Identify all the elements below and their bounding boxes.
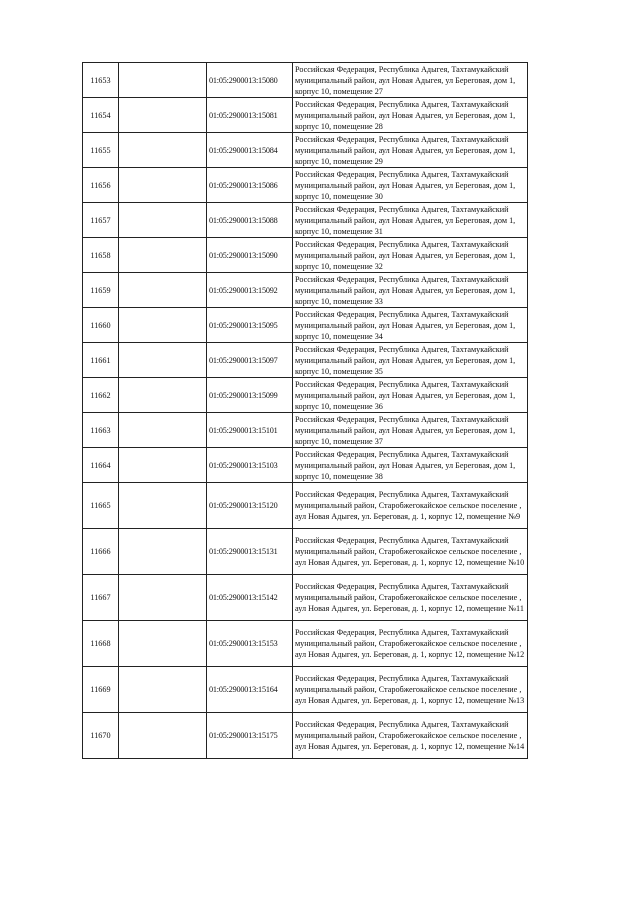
table-row (83, 133, 528, 168)
row-number-cell: 11669 (83, 667, 119, 713)
empty-cell (119, 575, 207, 621)
table-row (83, 63, 528, 98)
address-cell: Российская Федерация, Республика Адыгея, Тахтамукайский муниципальный район, аул Новая Адыгея, ул Береговая, дом 1, корпус 10, помещение 31 (293, 203, 528, 238)
table-row (83, 273, 528, 308)
row-number-cell: 11667 (83, 575, 119, 621)
table-row (83, 575, 528, 621)
address-cell: Российская Федерация, Республика Адыгея, Тахтамукайский муниципальный район, Старобжегокайское сельское поселение , аул Новая Адыгея, ул. Береговая, д. 1, корпус 12, помещение №9 (293, 483, 528, 529)
empty-cell (119, 343, 207, 378)
cadastral-number-cell: 01:05:2900013:15080 (207, 63, 293, 98)
row-number-cell: 11656 (83, 168, 119, 203)
row-number-cell: 11659 (83, 273, 119, 308)
table-row (83, 713, 528, 759)
cadastral-number-cell: 01:05:2900013:15164 (207, 667, 293, 713)
cadastral-number-cell: 01:05:2900013:15092 (207, 273, 293, 308)
row-number-cell: 11661 (83, 343, 119, 378)
empty-cell (119, 273, 207, 308)
row-number-cell: 11662 (83, 378, 119, 413)
cadastral-number-cell: 01:05:2900013:15099 (207, 378, 293, 413)
address-cell: Российская Федерация, Республика Адыгея, Тахтамукайский муниципальный район, Старобжегокайское сельское поселение , аул Новая Адыгея, ул. Береговая, д. 1, корпус 12, помещение №11 (293, 575, 528, 621)
cadastral-number-cell: 01:05:2900013:15084 (207, 133, 293, 168)
empty-cell (119, 529, 207, 575)
registry-table (82, 62, 528, 759)
row-number-cell: 11666 (83, 529, 119, 575)
address-cell: Российская Федерация, Республика Адыгея, Тахтамукайский муниципальный район, аул Новая Адыгея, ул Береговая, дом 1, корпус 10, помещение 29 (293, 133, 528, 168)
address-cell: Российская Федерация, Республика Адыгея, Тахтамукайский муниципальный район, аул Новая Адыгея, ул Береговая, дом 1, корпус 10, помещение 27 (293, 63, 528, 98)
table-row (83, 413, 528, 448)
cadastral-number-cell: 01:05:2900013:15095 (207, 308, 293, 343)
cadastral-number-cell: 01:05:2900013:15131 (207, 529, 293, 575)
address-cell: Российская Федерация, Республика Адыгея, Тахтамукайский муниципальный район, аул Новая Адыгея, ул Береговая, дом 1, корпус 10, помещение 36 (293, 378, 528, 413)
address-cell: Российская Федерация, Республика Адыгея, Тахтамукайский муниципальный район, аул Новая Адыгея, ул Береговая, дом 1, корпус 10, помещение 32 (293, 238, 528, 273)
registry-table-body (83, 63, 528, 759)
cadastral-number-cell: 01:05:2900013:15103 (207, 448, 293, 483)
row-number-cell: 11665 (83, 483, 119, 529)
address-cell: Российская Федерация, Республика Адыгея, Тахтамукайский муниципальный район, Старобжегокайское сельское поселение , аул Новая Адыгея, ул. Береговая, д. 1, корпус 12, помещение №12 (293, 621, 528, 667)
cadastral-number-cell: 01:05:2900013:15175 (207, 713, 293, 759)
empty-cell (119, 238, 207, 273)
empty-cell (119, 413, 207, 448)
row-number-cell: 11670 (83, 713, 119, 759)
row-number-cell: 11658 (83, 238, 119, 273)
table-row (83, 483, 528, 529)
empty-cell (119, 133, 207, 168)
empty-cell (119, 98, 207, 133)
row-number-cell: 11655 (83, 133, 119, 168)
empty-cell (119, 713, 207, 759)
table-row (83, 448, 528, 483)
table-row (83, 529, 528, 575)
empty-cell (119, 63, 207, 98)
empty-cell (119, 667, 207, 713)
empty-cell (119, 621, 207, 667)
table-row (83, 203, 528, 238)
table-row (83, 168, 528, 203)
empty-cell (119, 448, 207, 483)
row-number-cell: 11654 (83, 98, 119, 133)
table-row (83, 98, 528, 133)
empty-cell (119, 483, 207, 529)
address-cell: Российская Федерация, Республика Адыгея, Тахтамукайский муниципальный район, Старобжегокайское сельское поселение , аул Новая Адыгея, ул. Береговая, д. 1, корпус 12, помещение №14 (293, 713, 528, 759)
table-row (83, 238, 528, 273)
address-cell: Российская Федерация, Республика Адыгея, Тахтамукайский муниципальный район, аул Новая Адыгея, ул Береговая, дом 1, корпус 10, помещение 34 (293, 308, 528, 343)
row-number-cell: 11657 (83, 203, 119, 238)
row-number-cell: 11660 (83, 308, 119, 343)
cadastral-number-cell: 01:05:2900013:15120 (207, 483, 293, 529)
row-number-cell: 11668 (83, 621, 119, 667)
cadastral-number-cell: 01:05:2900013:15090 (207, 238, 293, 273)
row-number-cell: 11653 (83, 63, 119, 98)
cadastral-number-cell: 01:05:2900013:15088 (207, 203, 293, 238)
table-row (83, 667, 528, 713)
address-cell: Российская Федерация, Республика Адыгея, Тахтамукайский муниципальный район, Старобжегокайское сельское поселение , аул Новая Адыгея, ул. Береговая, д. 1, корпус 12, помещение №13 (293, 667, 528, 713)
cadastral-number-cell: 01:05:2900013:15081 (207, 98, 293, 133)
cadastral-number-cell: 01:05:2900013:15153 (207, 621, 293, 667)
cadastral-number-cell: 01:05:2900013:15097 (207, 343, 293, 378)
address-cell: Российская Федерация, Республика Адыгея, Тахтамукайский муниципальный район, аул Новая Адыгея, ул Береговая, дом 1, корпус 10, помещение 30 (293, 168, 528, 203)
row-number-cell: 11664 (83, 448, 119, 483)
cadastral-number-cell: 01:05:2900013:15086 (207, 168, 293, 203)
empty-cell (119, 168, 207, 203)
cadastral-number-cell: 01:05:2900013:15142 (207, 575, 293, 621)
address-cell: Российская Федерация, Республика Адыгея, Тахтамукайский муниципальный район, аул Новая Адыгея, ул Береговая, дом 1, корпус 10, помещение 35 (293, 343, 528, 378)
address-cell: Российская Федерация, Республика Адыгея, Тахтамукайский муниципальный район, аул Новая Адыгея, ул Береговая, дом 1, корпус 10, помещение 38 (293, 448, 528, 483)
empty-cell (119, 378, 207, 413)
table-row (83, 308, 528, 343)
address-cell: Российская Федерация, Республика Адыгея, Тахтамукайский муниципальный район, аул Новая Адыгея, ул Береговая, дом 1, корпус 10, помещение 33 (293, 273, 528, 308)
row-number-cell: 11663 (83, 413, 119, 448)
cadastral-number-cell: 01:05:2900013:15101 (207, 413, 293, 448)
address-cell: Российская Федерация, Республика Адыгея, Тахтамукайский муниципальный район, аул Новая Адыгея, ул Береговая, дом 1, корпус 10, помещение 28 (293, 98, 528, 133)
table-row (83, 378, 528, 413)
table-row (83, 343, 528, 378)
empty-cell (119, 308, 207, 343)
empty-cell (119, 203, 207, 238)
table-row (83, 621, 528, 667)
address-cell: Российская Федерация, Республика Адыгея, Тахтамукайский муниципальный район, Старобжегокайское сельское поселение , аул Новая Адыгея, ул. Береговая, д. 1, корпус 12, помещение №10 (293, 529, 528, 575)
address-cell: Российская Федерация, Республика Адыгея, Тахтамукайский муниципальный район, аул Новая Адыгея, ул Береговая, дом 1, корпус 10, помещение 37 (293, 413, 528, 448)
